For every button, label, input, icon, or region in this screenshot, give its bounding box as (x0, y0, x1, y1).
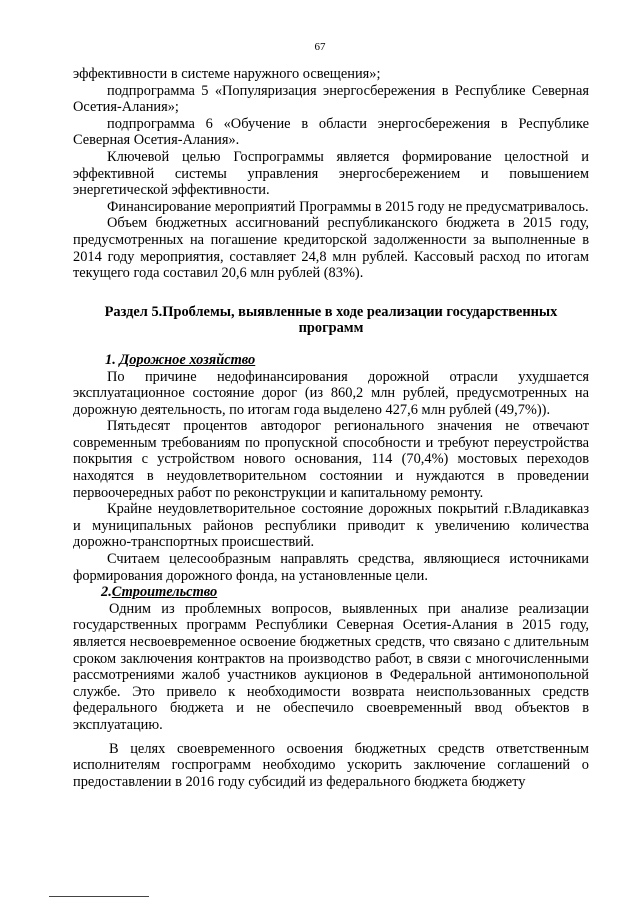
paragraph: По причине недофинансирования дорожной отрасли ухудшается эксплуатационное состояние дорог (из 860,2 млн рублей, предусмотренных на дорожную деятельность, по итогам года выделено 427,6 млн рублей (49,7%)). (73, 368, 589, 418)
paragraph: Считаем целесообразным направлять средства, являющиеся источниками формирования дорожного фонда, на установленные цели. (73, 551, 589, 584)
subsection-title: Строительство (111, 584, 218, 601)
paragraph: Крайне неудовлетворительное состояние дорожных покрытий г.Владикавказ и муниципальных районов республики приводит к увеличению количества дорожно-транспортных происшествий. (73, 501, 589, 551)
page-body (73, 66, 589, 790)
section-heading: Раздел 5.Проблемы, выявленные в ходе реализации государственных программ (104, 303, 558, 337)
subsection-number: 2. (101, 584, 112, 601)
paragraph: эффективности в системе наружного освещения»; (73, 66, 381, 82)
paragraph: подпрограмма 6 «Обучение в области энергосбережения в Республике Северная Осетия-Алания». (73, 115, 589, 149)
subsection-heading-roads (73, 352, 589, 369)
subsection-title: Дорожное хозяйство (119, 351, 256, 368)
paragraph: Пятьдесят процентов автодорог регионального значения не отвечают современным требованиям по пропускной способности и требуют переустройства покрытия с устройством нового основания, 114 (70,4%) мостовых переходов находятся в неудовлетворительном состоянии и нуждаются в проведении первоочередных работ по реконструкции и капитальному ремонту. (73, 418, 589, 501)
paragraph: Финансирование мероприятий Программы в 2015 году не предусматривалось. (107, 198, 589, 215)
paragraph: Объем бюджетных ассигнований республиканского бюджета в 2015 году, предусмотренных на погашение кредиторской задолженности за выполненные в 2014 году мероприятия, составляет 24,8 млн рублей. Кассовый расход по итогам текущего года составил 20,6 млн рублей (83%). (73, 215, 589, 282)
paragraph: В целях своевременного освоения бюджетных средств ответственным исполнителям госпрограмм необходимо ускорить заключение соглашений о предоставлении в 2016 году субсидий из федерального бюджета бюджету (73, 740, 589, 790)
subsection-heading-construction (73, 584, 589, 601)
paragraph: Одним из проблемных вопросов, выявленных при анализе реализации государственных программ Республики Северная Осетия-Алания в 2015 году, является несвоевременное освоение бюджетных средств, что связано с длительным сроком заключения контрактов на производство работ, в связи с многочисленными рассмотрениями жалоб участников аукционов в Федеральной антимонопольной службе. Это привело к необходимости возврата неиспользованных средств федерального бюджета и не обеспечило своевременный ввод объектов в эксплуатацию. (73, 600, 589, 733)
footer-divider (49, 896, 149, 897)
paragraph: Ключевой целью Госпрограммы является формирование целостной и эффективной системы управления энергосбережением и повышением энергетической эффективности. (73, 148, 589, 199)
subsection-number: 1. (105, 351, 116, 368)
page-number: 67 (314, 41, 326, 53)
paragraph: подпрограмма 5 «Популяризация энергосбережения в Республике Северная Осетия-Алания»; (73, 82, 589, 116)
